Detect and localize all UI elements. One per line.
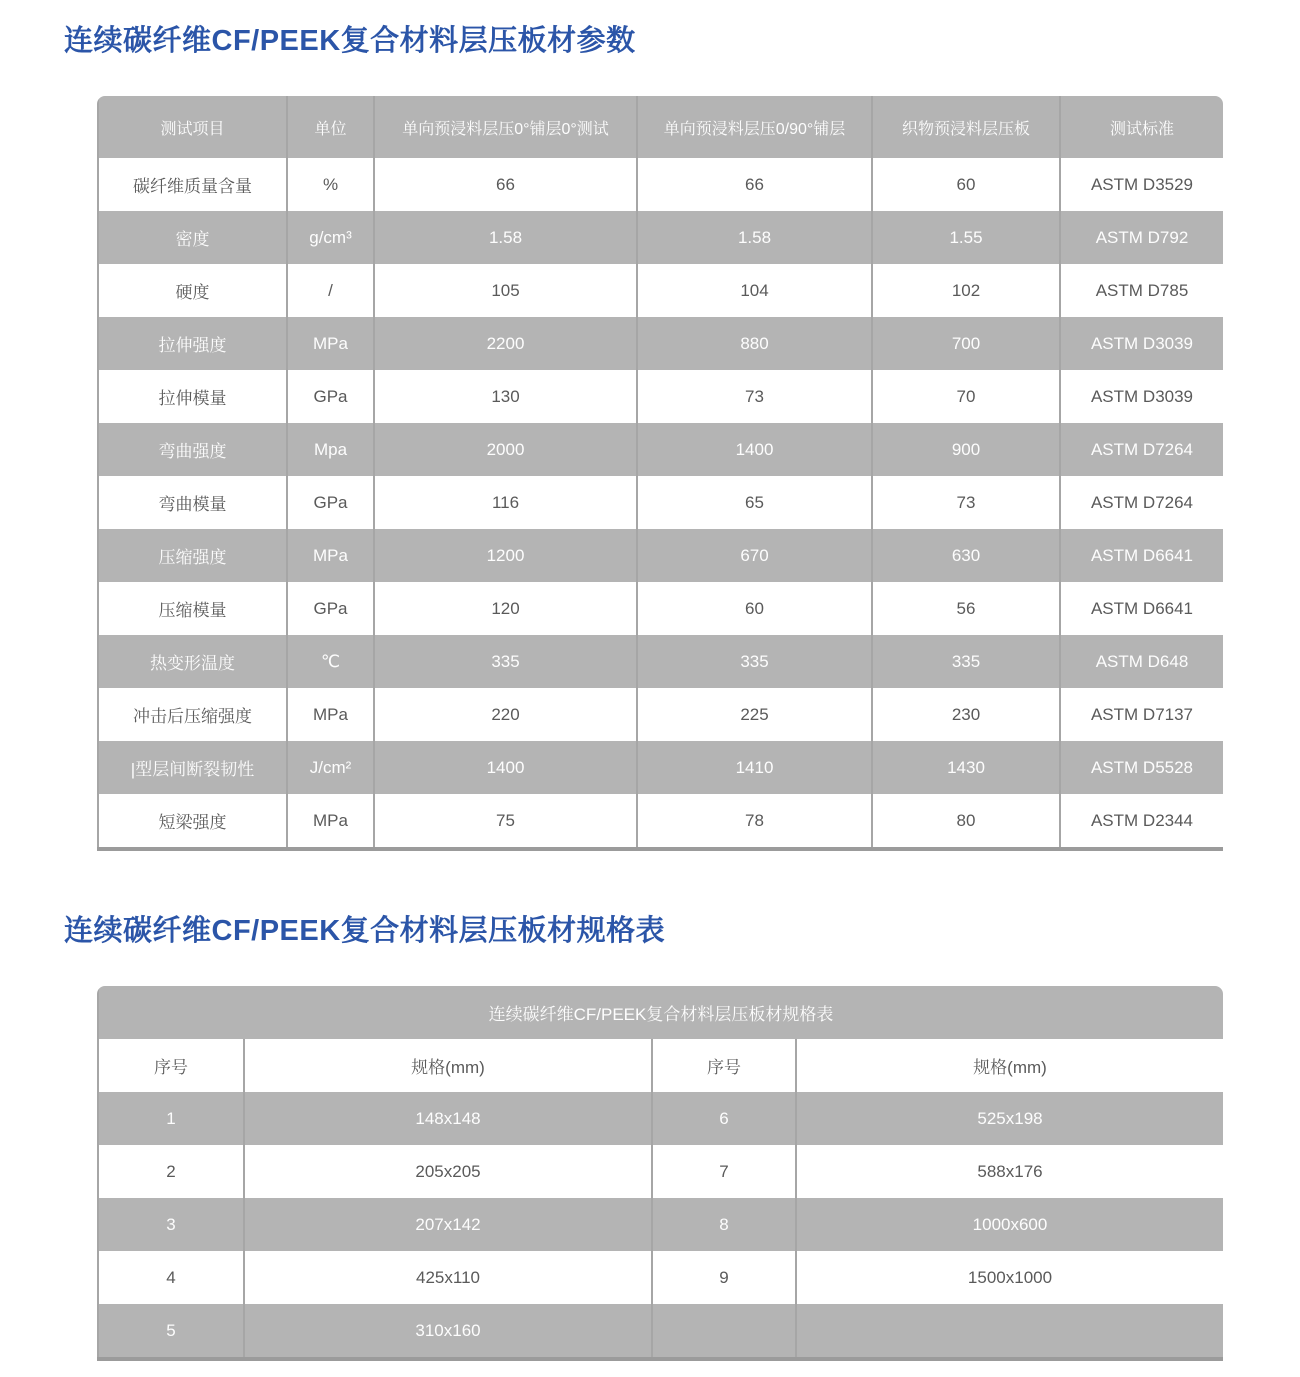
table-cell: ASTM D7264 — [1060, 423, 1223, 476]
table-cell: Mpa — [287, 423, 374, 476]
table-cell: 130 — [374, 370, 637, 423]
table-cell: MPa — [287, 794, 374, 849]
column-header: 单向预浸料层压0°铺层0°测试 — [374, 96, 637, 158]
params-table-body — [98, 158, 1223, 849]
table-row — [98, 688, 1223, 741]
table-cell: 102 — [872, 264, 1060, 317]
table-cell: ASTM D785 — [1060, 264, 1223, 317]
table-row — [98, 741, 1223, 794]
table-cell: 65 — [637, 476, 872, 529]
table-row — [98, 370, 1223, 423]
table-cell: 碳纤维质量含量 — [98, 158, 287, 211]
table-cell: 335 — [872, 635, 1060, 688]
table-cell: MPa — [287, 529, 374, 582]
table-cell: |型层间断裂韧性 — [98, 741, 287, 794]
table-cell: 225 — [637, 688, 872, 741]
column-header: 测试项目 — [98, 96, 287, 158]
table-cell: 335 — [374, 635, 637, 688]
table-cell: 1200 — [374, 529, 637, 582]
column-header: 序号 — [652, 1039, 796, 1092]
table-row — [98, 582, 1223, 635]
table-cell: 880 — [637, 317, 872, 370]
params-header-row — [98, 96, 1223, 158]
table-cell: 70 — [872, 370, 1060, 423]
table-row — [98, 211, 1223, 264]
table-cell: 3 — [98, 1198, 244, 1251]
table-cell: 335 — [637, 635, 872, 688]
table-row — [98, 1304, 1223, 1359]
table-cell: 78 — [637, 794, 872, 849]
table-row — [98, 1251, 1223, 1304]
table-row — [98, 476, 1223, 529]
column-header: 单向预浸料层压0/90°铺层 — [637, 96, 872, 158]
table-cell — [652, 1304, 796, 1359]
table-row — [98, 1145, 1223, 1198]
table-cell: 310x160 — [244, 1304, 652, 1359]
table-cell: 1500x1000 — [796, 1251, 1223, 1304]
spec-table-title: 连续碳纤维CF/PEEK复合材料层压板材规格表 — [64, 915, 666, 947]
table-cell: 525x198 — [796, 1092, 1223, 1145]
table-cell: 105 — [374, 264, 637, 317]
table-cell: 670 — [637, 529, 872, 582]
params-table-container — [97, 96, 1223, 851]
table-cell: 密度 — [98, 211, 287, 264]
params-table-title: 连续碳纤维CF/PEEK复合材料层压板材参数 — [64, 25, 636, 57]
table-cell: ASTM D5528 — [1060, 741, 1223, 794]
table-cell: ℃ — [287, 635, 374, 688]
column-header: 织物预浸料层压板 — [872, 96, 1060, 158]
table-row — [98, 317, 1223, 370]
table-cell: 1 — [98, 1092, 244, 1145]
table-cell: 1.58 — [374, 211, 637, 264]
table-cell: 104 — [637, 264, 872, 317]
table-cell: 硬度 — [98, 264, 287, 317]
table-cell: 220 — [374, 688, 637, 741]
params-table-head — [98, 96, 1223, 158]
table-cell: ASTM D3039 — [1060, 317, 1223, 370]
table-cell: 73 — [637, 370, 872, 423]
table-cell: 拉伸模量 — [98, 370, 287, 423]
spec-header-row — [98, 1039, 1223, 1092]
table-cell: MPa — [287, 317, 374, 370]
table-cell: ASTM D2344 — [1060, 794, 1223, 849]
table-cell: 116 — [374, 476, 637, 529]
table-cell: 66 — [637, 158, 872, 211]
table-cell: 拉伸强度 — [98, 317, 287, 370]
table-cell: GPa — [287, 476, 374, 529]
table-cell: 73 — [872, 476, 1060, 529]
table-cell: 60 — [637, 582, 872, 635]
table-cell: 120 — [374, 582, 637, 635]
table-cell: ASTM D3529 — [1060, 158, 1223, 211]
table-cell: 8 — [652, 1198, 796, 1251]
table-row — [98, 529, 1223, 582]
spec-table-container — [97, 986, 1223, 1361]
table-cell: 2200 — [374, 317, 637, 370]
table-cell: 1000x600 — [796, 1198, 1223, 1251]
params-table — [97, 96, 1223, 851]
column-header: 序号 — [98, 1039, 244, 1092]
table-cell: ASTM D7264 — [1060, 476, 1223, 529]
table-cell: J/cm² — [287, 741, 374, 794]
table-cell: 205x205 — [244, 1145, 652, 1198]
table-row — [98, 635, 1223, 688]
table-cell: 630 — [872, 529, 1060, 582]
table-cell: 148x148 — [244, 1092, 652, 1145]
table-cell: 56 — [872, 582, 1060, 635]
table-cell: 9 — [652, 1251, 796, 1304]
table-cell: 900 — [872, 423, 1060, 476]
table-cell — [796, 1304, 1223, 1359]
table-cell: 6 — [652, 1092, 796, 1145]
table-cell: 短梁强度 — [98, 794, 287, 849]
spec-table-head — [98, 986, 1223, 1092]
table-cell: 1.55 — [872, 211, 1060, 264]
table-row — [98, 423, 1223, 476]
spec-table-caption: 连续碳纤维CF/PEEK复合材料层压板材规格表 — [98, 986, 1223, 1039]
table-row — [98, 158, 1223, 211]
table-cell: 弯曲模量 — [98, 476, 287, 529]
table-cell: 2000 — [374, 423, 637, 476]
table-cell: GPa — [287, 582, 374, 635]
table-cell: 80 — [872, 794, 1060, 849]
table-cell: 66 — [374, 158, 637, 211]
table-cell: 700 — [872, 317, 1060, 370]
table-row — [98, 794, 1223, 849]
table-cell: 1400 — [374, 741, 637, 794]
table-cell: 425x110 — [244, 1251, 652, 1304]
table-cell: % — [287, 158, 374, 211]
table-cell: g/cm³ — [287, 211, 374, 264]
table-cell: 7 — [652, 1145, 796, 1198]
table-cell: ASTM D3039 — [1060, 370, 1223, 423]
table-cell: 207x142 — [244, 1198, 652, 1251]
table-row — [98, 1092, 1223, 1145]
table-cell: 热变形温度 — [98, 635, 287, 688]
table-cell: / — [287, 264, 374, 317]
table-cell: 1400 — [637, 423, 872, 476]
table-cell: 75 — [374, 794, 637, 849]
table-cell: 2 — [98, 1145, 244, 1198]
column-header: 规格(mm) — [244, 1039, 652, 1092]
spec-caption-row — [98, 986, 1223, 1039]
spec-table-body — [98, 1092, 1223, 1359]
table-cell: 压缩模量 — [98, 582, 287, 635]
table-row — [98, 264, 1223, 317]
table-cell: 588x176 — [796, 1145, 1223, 1198]
table-cell: 1410 — [637, 741, 872, 794]
spec-table — [97, 986, 1223, 1361]
table-cell: 5 — [98, 1304, 244, 1359]
table-cell: ASTM D6641 — [1060, 582, 1223, 635]
table-cell: ASTM D792 — [1060, 211, 1223, 264]
table-cell: 1430 — [872, 741, 1060, 794]
table-cell: 弯曲强度 — [98, 423, 287, 476]
table-cell: GPa — [287, 370, 374, 423]
table-cell: ASTM D7137 — [1060, 688, 1223, 741]
table-cell: ASTM D6641 — [1060, 529, 1223, 582]
table-cell: 冲击后压缩强度 — [98, 688, 287, 741]
column-header: 规格(mm) — [796, 1039, 1223, 1092]
table-cell: 4 — [98, 1251, 244, 1304]
column-header: 测试标准 — [1060, 96, 1223, 158]
table-cell: 230 — [872, 688, 1060, 741]
table-cell: 60 — [872, 158, 1060, 211]
table-cell: MPa — [287, 688, 374, 741]
column-header: 单位 — [287, 96, 374, 158]
table-row — [98, 1198, 1223, 1251]
table-cell: ASTM D648 — [1060, 635, 1223, 688]
table-cell: 压缩强度 — [98, 529, 287, 582]
table-cell: 1.58 — [637, 211, 872, 264]
